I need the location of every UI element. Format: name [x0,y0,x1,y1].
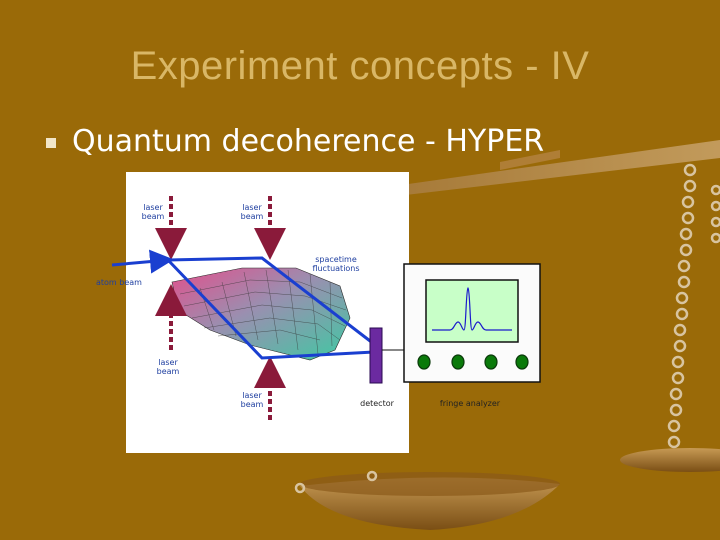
laser-beam-label-4: laser beam [240,391,264,409]
bullet-text: Quantum decoherence - HYPER [72,124,545,159]
fringe-analyzer-label: fringe analyzer [439,399,501,408]
analyzer-knob-1 [418,355,430,369]
laser-beam-label-3: laser beam [156,358,180,376]
atom-beam-in [112,260,168,265]
detector [370,328,382,383]
laser-beam-label-2: laser beam [240,203,264,221]
spacetime-fluctuations-label: spacetime fluctuations [312,255,360,273]
analyzer-knob-2 [452,355,464,369]
laser-beam-label-1: laser beam [141,203,165,221]
slide-title: Experiment concepts - IV [130,44,590,88]
fringe-analyzer [404,264,540,382]
detector-label: detector [360,399,394,408]
analyzer-knob-3 [485,355,497,369]
spacetime-sheet [172,268,350,360]
atom-beam-label: atom beam [96,278,142,287]
analyzer-knob-4 [516,355,528,369]
